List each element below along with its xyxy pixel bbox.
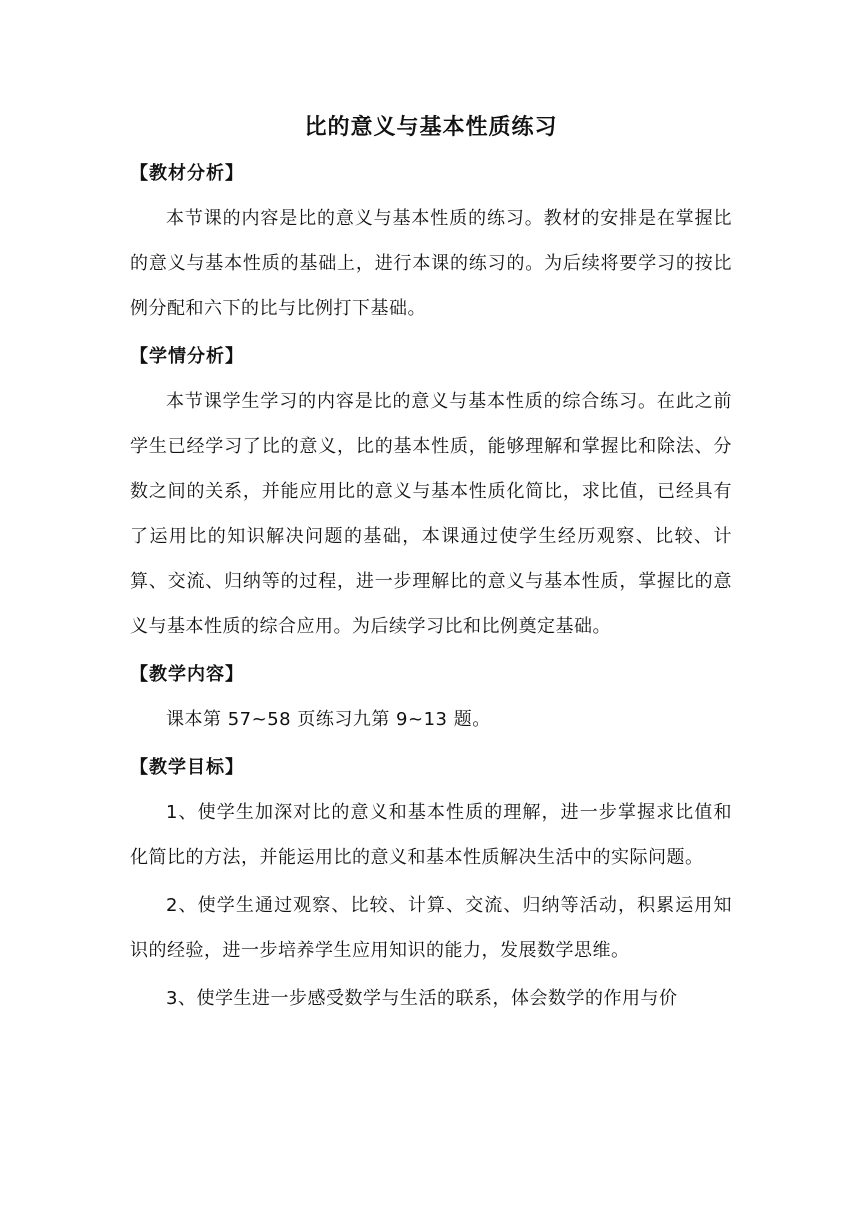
goal-paragraph: 3、使学生进一步感受数学与生活的联系，体会数学的作用与价 (166, 988, 678, 1009)
section-heading: 【教学内容】 (130, 664, 244, 685)
section-heading: 【学情分析】 (130, 346, 244, 367)
section-heading: 【教学目标】 (130, 757, 244, 778)
goal-paragraph: 1、使学生加深对比的意义和基本性质的理解，进一步掌握求比值和化简比的方法，并能运用比的意义和基本性质解决生活中的实际问题。 (130, 802, 732, 868)
section-paragraph: 本节课的内容是比的意义与基本性质的练习。教材的安排是在掌握比的意义与基本性质的基础上，进行本课的练习的。为后续将要学习的按比例分配和六下的比与比例打下基础。 (130, 208, 732, 319)
section-student-analysis (130, 335, 732, 649)
document-page (130, 106, 732, 1021)
section-heading: 【教材分析】 (130, 163, 244, 184)
section-teaching-goals (130, 746, 732, 1021)
section-textbook-analysis (130, 152, 732, 331)
document-title: 比的意义与基本性质练习 (304, 115, 558, 140)
section-paragraph: 课本第 57~58 页练习九第 9~13 题。 (166, 709, 491, 730)
goal-paragraph: 2、使学生通过观察、比较、计算、交流、归纳等活动，积累运用知识的经验，进一步培养学生应用知识的能力，发展数学思维。 (130, 895, 732, 961)
section-teaching-content (130, 653, 732, 742)
section-paragraph: 本节课学生学习的内容是比的意义与基本性质的综合练习。在此之前学生已经学习了比的意义，比的基本性质，能够理解和掌握比和除法、分数之间的关系，并能应用比的意义与基本性质化简比，求比值，已经具有了运用比的知识解决问题的基础，本课通过使学生经历观察、比较、计算、交流、归纳等的过程，进一步理解比的意义与基本性质，掌握比的意义与基本性质的综合应用。为后续学习比和比例奠定基础。 (130, 391, 732, 637)
